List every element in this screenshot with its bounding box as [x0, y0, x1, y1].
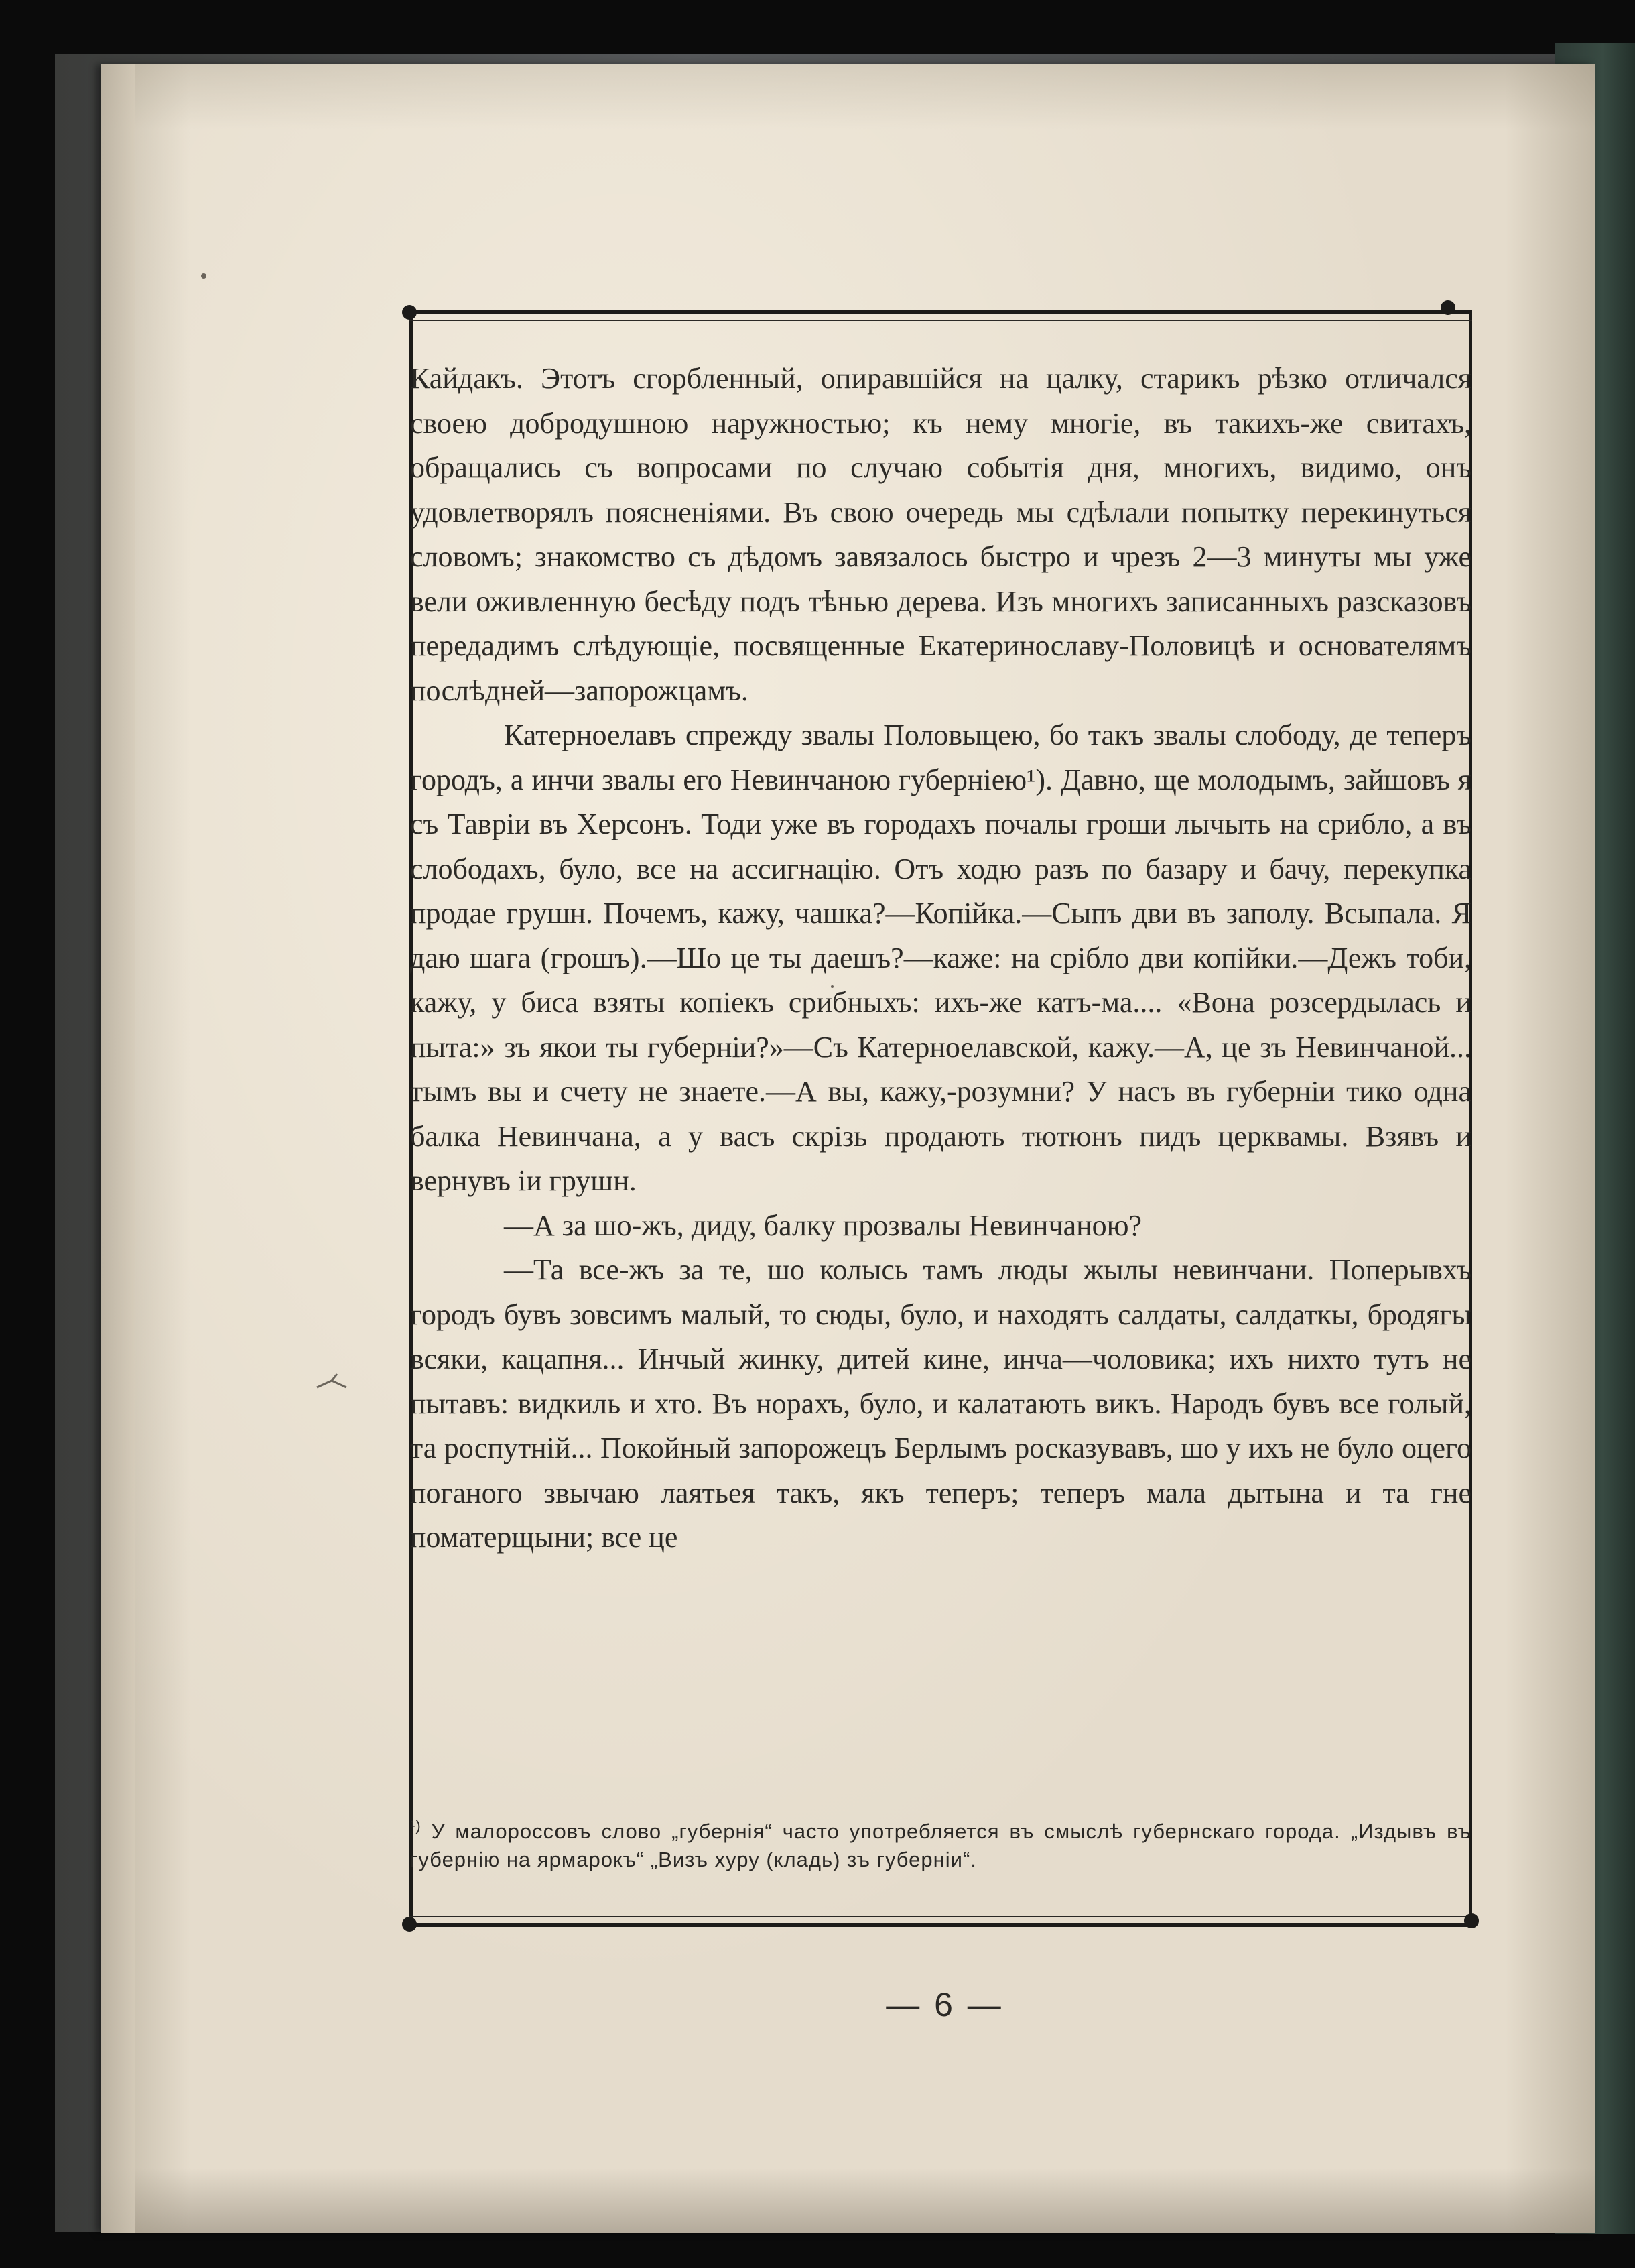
page-number: — 6 —: [886, 1986, 1004, 2023]
frame-corner-ornament: [1441, 300, 1455, 315]
frame-corner-ornament: [402, 1917, 417, 1932]
footnote: [410, 1818, 1472, 1874]
frame-corner-ornament: [1464, 1913, 1479, 1928]
paragraph-3: —А за шо-жъ, диду, балку прозвалы Невинчаною?: [504, 1208, 1142, 1242]
paragraph-2: Катерноелавъ спрежду звалы Половыцею, бо такъ звалы слободу, де теперъ городъ, а инчи звалы его Невинчаною губерніею¹). Давно, ще молодымъ, зайшовъ я съ Тавріи въ Херсонъ. Тоди уже въ городахъ почалы гроши лычыть на срибло, а въ слободахъ, було, все на ассигнацію. Отъ ходю разъ по базару и бачу, перекупка продае грушн. Почемъ, кажу, чашка?—Копійка.—Сыпъ дви въ заполу. Всыпала. Я даю шага (грошъ).—Шо це ты даешъ?—каже: на срібло дви копійки.—Дежъ тоби, кажу, у биса взяты копіекъ срибныхъ: ихъ-же катъ-ма.... «Вона розсердылась и пыта:» зъ якои ты губерніи?»—Съ Катерноелавской, кажу.—А, це зъ Невинчаной... тымъ вы и счету не знаете.—А вы, кажу,-розумни? У насъ въ губерніи тико одна балка Невинчана, а у васъ скрізь продають тютюнъ пидъ церквамы. Взявъ и вернувъ іи грушн.: [410, 718, 1472, 1197]
footnote-mark: ¹): [410, 1817, 421, 1834]
paper-speck: [201, 273, 206, 279]
footnote-text: У малороссовъ слово „губернія“ часто употребляется въ смыслѣ губернскаго города. „Издывъ въ губернію на ярмарокъ“ „Визъ хуру (кладь) зъ губерніи“.: [410, 1820, 1472, 1871]
frame-top-rule: [409, 320, 1472, 321]
frame-corner-ornament: [402, 305, 417, 320]
page-gutter-shadow: [101, 64, 135, 2233]
paragraph-4: —Та все-жъ за те, шо колысь тамъ люды жылы невинчани. Поперывхъ городъ бувъ зовсимъ малый, то сюды, було, и находять салдаты, салдаткы, бродягы всяки, кацапня... Инчый жинку, дитей кине, инча—чоловика; ихъ нихто тутъ не пытавъ: видкиль и хто. Въ норахъ, було, и калатають викъ. Народъ бувъ все голый, та роспутній... Покойный запорожецъ Берлымъ росказувавъ, шо у ихъ не було оцего поганого звычаю лаятьея такъ, якъ теперъ; теперъ мала дытына и та гне поматерщыни; все це: [410, 1253, 1472, 1554]
pencil-margin-mark: [312, 1367, 352, 1394]
frame-bottom-rule: [409, 1916, 1472, 1917]
paragraph-1: Кайдакъ. Этотъ сгорбленный, опиравшійся на цалку, старикъ рѣзко отличался своею добродушною наружностью; къ нему многіе, въ такихъ-же свитахъ, обращались съ вопросами по случаю событія дня, многихъ, видимо, онъ удовлетворялъ поясненіями. Въ свою очередь мы сдѣлали попытку перекинуться словомъ; знакомство съ дѣдомъ завязалось быстро и чрезъ 2—3 минуты мы уже вели оживленную бесѣду подъ тѣнью дерева. Изъ многихъ записанныхъ разсказовъ передадимъ слѣдующіе, посвященные Екатеринославу-Половицѣ и основателямъ послѣдней—запорожцамъ.: [410, 362, 1472, 707]
body-text: [410, 357, 1472, 1560]
